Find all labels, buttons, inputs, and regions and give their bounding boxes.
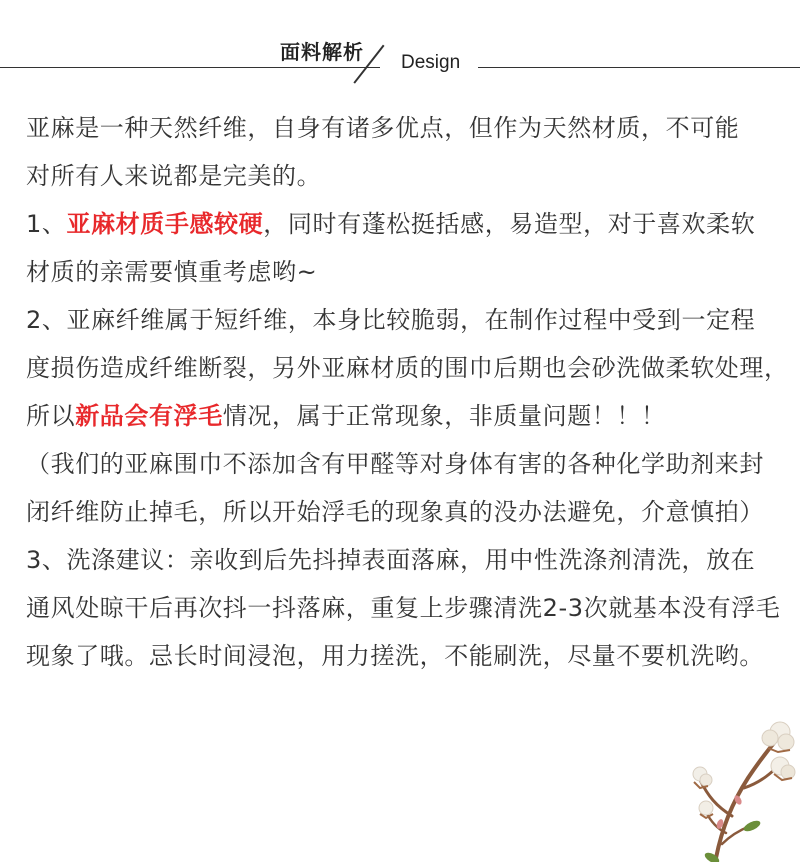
point-2-highlight: 新品会有浮毛 [75, 402, 223, 430]
point-3-line-3: 现象了哦。忌长时间浸泡，用力搓洗，不能刷洗，尽量不要机洗哟。 [26, 642, 764, 670]
fabric-description [26, 104, 789, 680]
note-line-2: 闭纤维防止掉毛，所以开始浮毛的现象真的没办法避免，介意慎拍） [26, 498, 764, 526]
point-1-prefix: 1、 [26, 210, 67, 238]
point-3-line-2: 通风处晾干后再次抖一抖落麻，重复上步骤清洗2-3次就基本没有浮毛 [26, 594, 781, 622]
point-2-line-1: 2、亚麻纤维属于短纤维，本身比较脆弱，在制作过程中受到一定程 [26, 306, 756, 334]
section-title: 面料解析 [280, 40, 364, 64]
point-1-line-2: 材质的亲需要慎重考虑哟~ [26, 258, 318, 286]
header-rule-left [0, 67, 380, 68]
point-2-rest: 情况，属于正常现象，非质量问题！！！ [222, 402, 666, 430]
section-header [0, 0, 800, 100]
cotton-flower-branch-icon [686, 708, 800, 862]
point-1-line-1 [26, 200, 786, 248]
point-2-line-2: 度损伤造成纤维断裂，另外亚麻材质的围巾后期也会砂洗做柔软处理， [26, 354, 789, 382]
header-rule-right [478, 67, 800, 68]
point-1-highlight: 亚麻材质手感较硬 [66, 210, 264, 238]
note-line-1: （我们的亚麻围巾不添加含有甲醛等对身体有害的各种化学助剂来封 [26, 450, 764, 478]
point-2-line-3 [26, 392, 786, 440]
section-subtitle: Design [401, 52, 461, 73]
intro-line-2: 对所有人来说都是完美的。 [26, 162, 322, 190]
point-2-prefix: 所以 [26, 402, 76, 430]
intro-line-1: 亚麻是一种天然纤维，自身有诸多优点，但作为天然材质，不可能 [26, 114, 740, 142]
point-1-rest: ，同时有蓬松挺括感，易造型，对于喜欢柔软 [263, 210, 756, 238]
point-3-line-1: 3、洗涤建议：亲收到后先抖掉表面落麻，用中性洗涤剂清洗，放在 [26, 546, 756, 574]
